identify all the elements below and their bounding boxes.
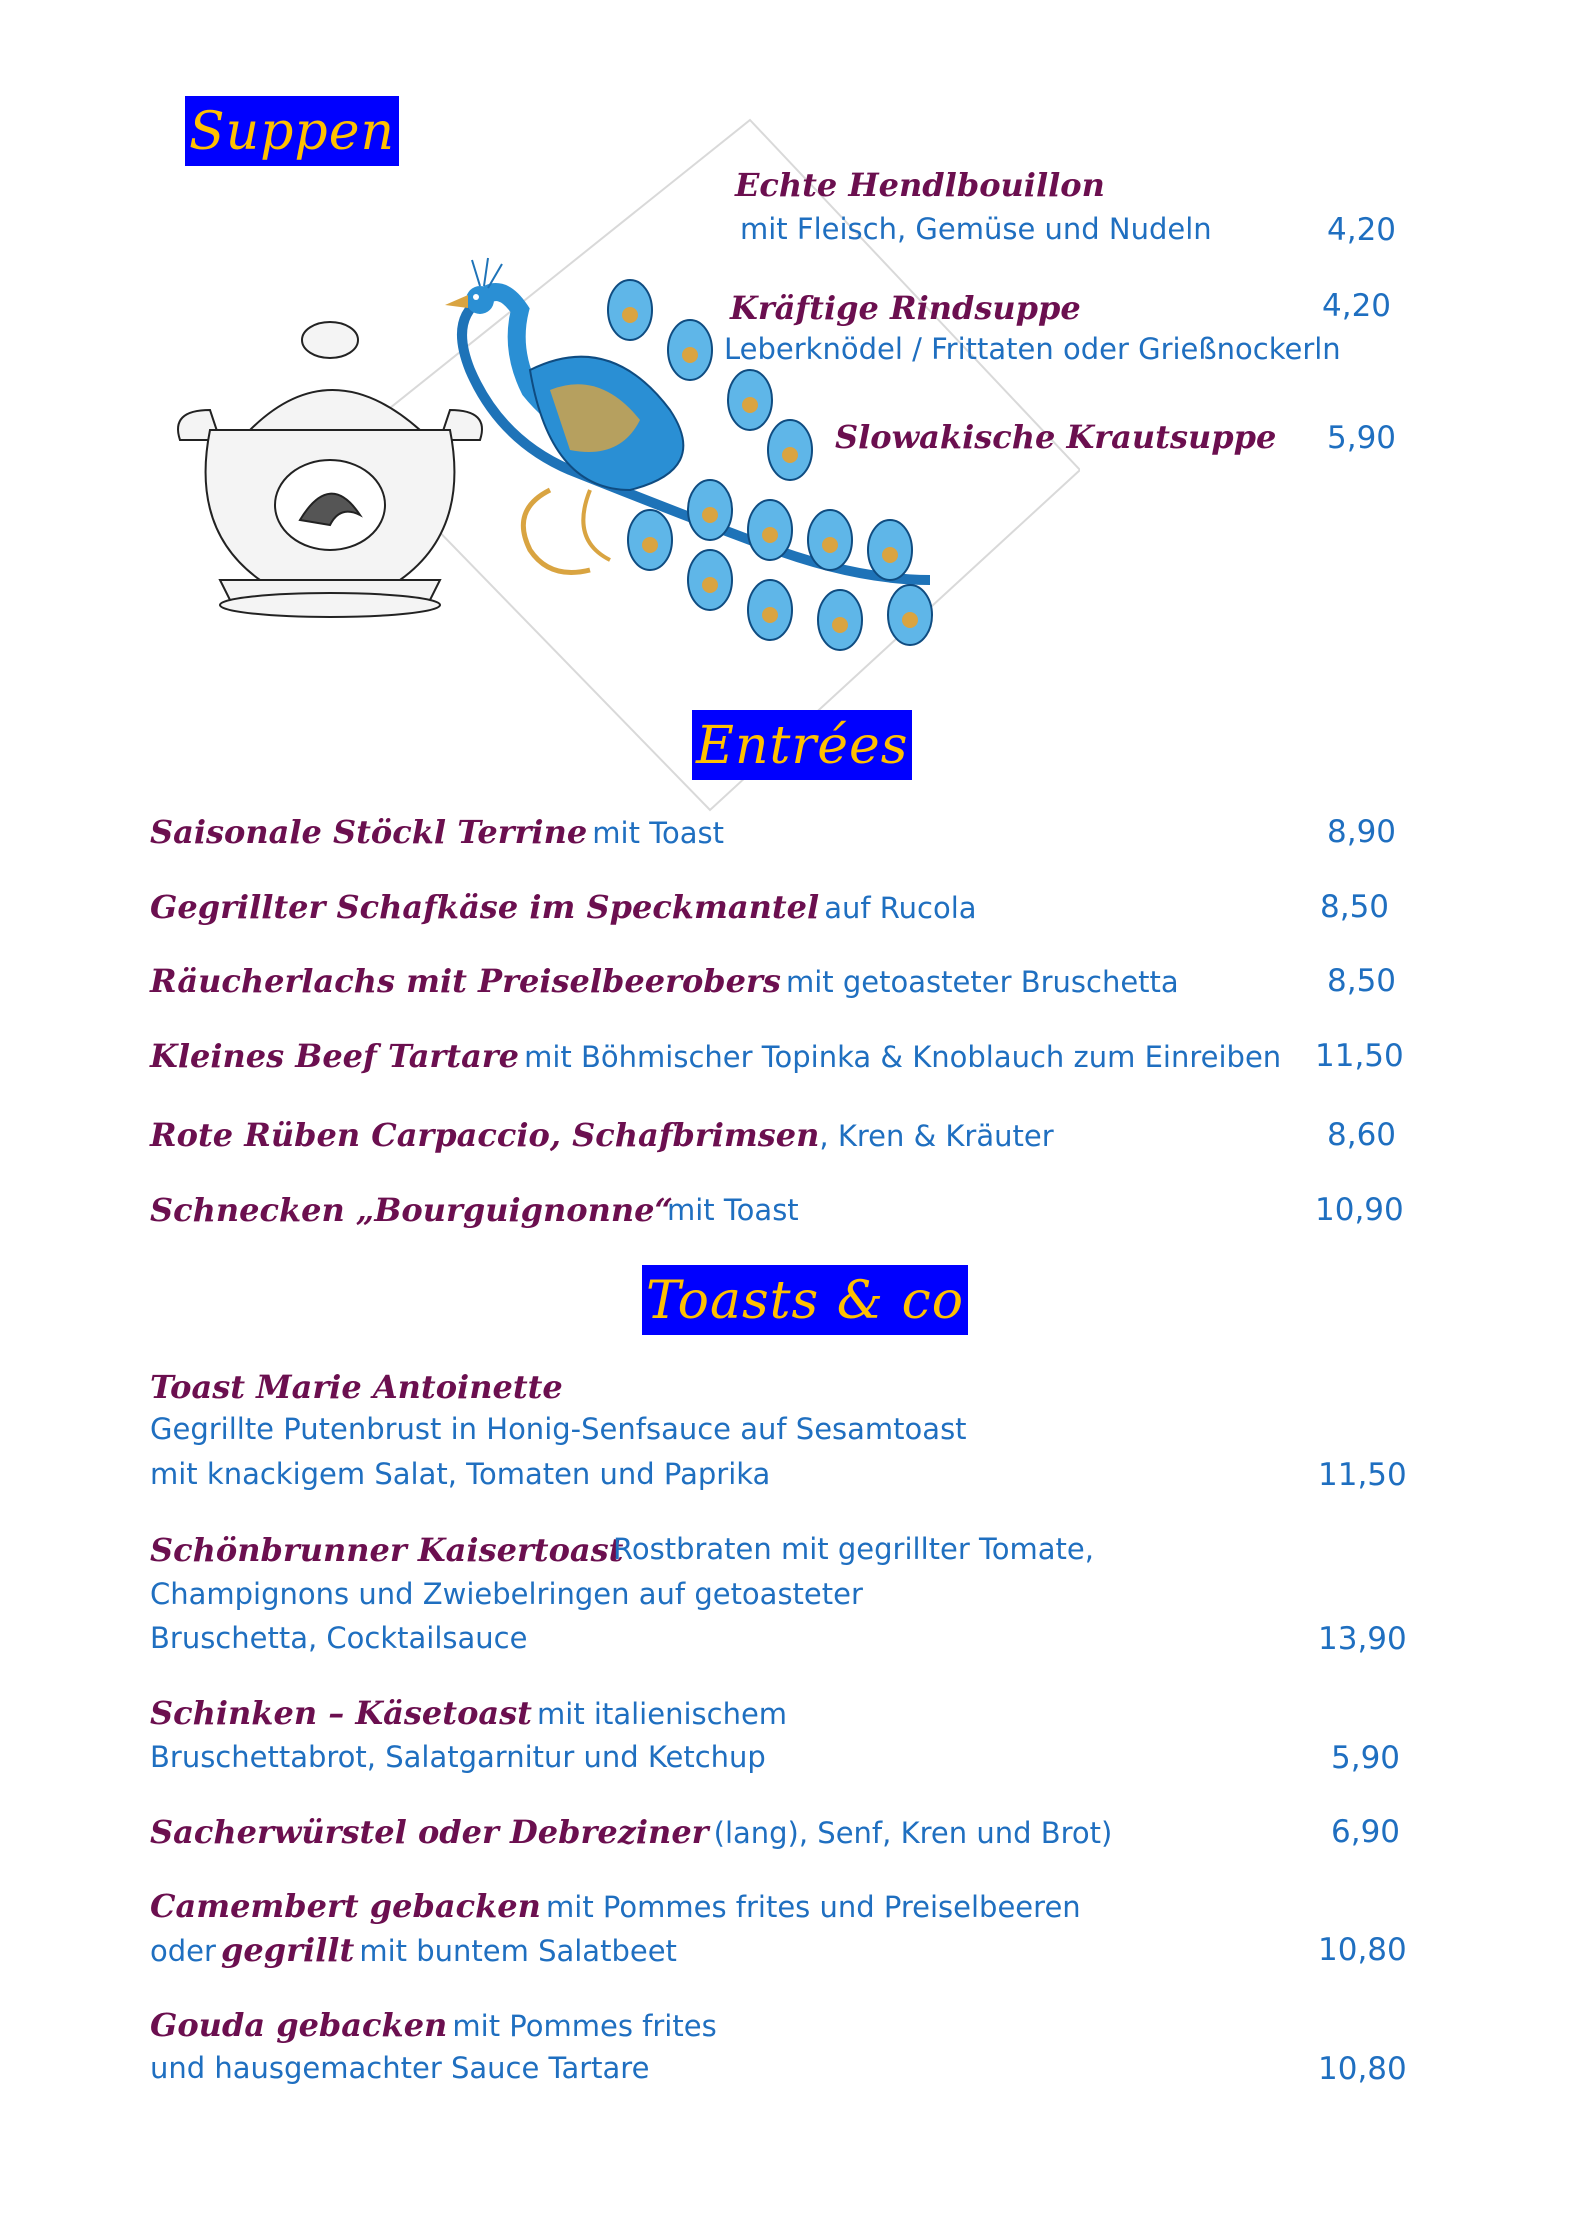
menu-item-name: gegrillt bbox=[221, 1931, 355, 1969]
menu-item-price: 11,50 bbox=[1318, 1457, 1407, 1493]
menu-item bbox=[150, 1116, 1054, 1154]
menu-item-price: 6,90 bbox=[1331, 1814, 1401, 1850]
menu-item-name: Kräftige Rindsuppe bbox=[730, 289, 1081, 327]
menu-item-name: Gouda gebacken bbox=[150, 2006, 448, 2044]
menu-item-desc: Rostbraten mit gegrillter Tomate, bbox=[613, 1532, 1094, 1566]
menu-item-desc: (lang), Senf, Kren und Brot) bbox=[713, 1816, 1113, 1850]
menu-item bbox=[150, 1931, 677, 1969]
menu-item-name: Gegrillter Schafkäse im Speckmantel bbox=[150, 888, 820, 926]
menu-item-price: 8,90 bbox=[1327, 814, 1397, 850]
menu-item-price: 8,50 bbox=[1320, 889, 1390, 925]
menu-item-price: 8,60 bbox=[1327, 1117, 1397, 1153]
menu-item-desc: mit Böhmischer Topinka & Knoblauch zum Einreiben bbox=[524, 1040, 1282, 1074]
menu-item-price: 10,90 bbox=[1315, 1192, 1404, 1228]
menu-item-desc: mit Pommes frites bbox=[452, 2009, 717, 2043]
menu-item-price: 13,90 bbox=[1318, 1621, 1407, 1657]
menu-item-price: 5,90 bbox=[1331, 1740, 1401, 1776]
menu-item bbox=[150, 962, 1179, 1000]
menu-item bbox=[150, 1813, 1112, 1851]
menu-item-desc: , Kren & Kräuter bbox=[819, 1119, 1054, 1153]
menu-item bbox=[150, 1887, 1081, 1925]
menu-item bbox=[150, 1037, 1281, 1075]
menu-item bbox=[150, 1531, 623, 1569]
menu-item-desc: Gegrillte Putenbrust in Honig-Senfsauce auf Sesamtoast bbox=[150, 1412, 967, 1446]
menu-item-desc: mit buntem Salatbeet bbox=[359, 1934, 677, 1968]
menu-item-price: 11,50 bbox=[1315, 1038, 1404, 1074]
menu-item-name: Saisonale Stöckl Terrine bbox=[150, 813, 588, 851]
menu-item-desc: mit getoasteter Bruschetta bbox=[786, 965, 1179, 999]
menu-item-name: Echte Hendlbouillon bbox=[735, 166, 1105, 204]
menu-item-price: 8,50 bbox=[1327, 963, 1397, 999]
menu-item bbox=[150, 888, 977, 926]
menu-item-desc: mit Fleisch, Gemüse und Nudeln bbox=[740, 212, 1212, 246]
menu-item-name: Schnecken „Bourguignonne“ bbox=[150, 1191, 673, 1229]
section-heading-entrees: Entrées bbox=[692, 710, 912, 780]
menu-item-price: 10,80 bbox=[1318, 2051, 1407, 2087]
section-heading-suppen: Suppen bbox=[185, 96, 399, 166]
menu-item-name: Kleines Beef Tartare bbox=[150, 1037, 520, 1075]
menu-item-desc: mit Toast bbox=[592, 816, 724, 850]
section-heading-toasts: Toasts & co bbox=[642, 1265, 968, 1335]
menu-item-name: Rote Rüben Carpaccio, Schafbrimsen bbox=[150, 1116, 820, 1154]
menu-item-desc: mit italienischem bbox=[537, 1697, 788, 1731]
soup-tureen-illustration bbox=[178, 322, 482, 617]
menu-item-desc: oder bbox=[150, 1934, 216, 1968]
menu-item bbox=[150, 1694, 787, 1732]
menu-item-name: Schönbrunner Kaisertoast bbox=[150, 1531, 624, 1569]
menu-item-desc: und hausgemachter Sauce Tartare bbox=[150, 2051, 650, 2085]
menu-item-price: 4,20 bbox=[1327, 212, 1397, 248]
menu-item-desc: mit Pommes frites und Preiselbeeren bbox=[546, 1890, 1081, 1924]
menu-item-price: 4,20 bbox=[1322, 288, 1392, 324]
menu-item-desc: Bruschetta, Cocktailsauce bbox=[150, 1621, 528, 1655]
menu-item-desc: Leberknödel / Frittaten oder Grießnockerln bbox=[724, 332, 1341, 366]
menu-item-desc: Bruschettabrot, Salatgarnitur und Ketchup bbox=[150, 1740, 766, 1774]
menu-item-name: Slowakische Krautsuppe bbox=[835, 418, 1277, 456]
menu-item bbox=[150, 813, 724, 851]
menu-item-desc: Champignons und Zwiebelringen auf getoasteter bbox=[150, 1577, 863, 1611]
menu-item bbox=[150, 2006, 717, 2044]
menu-item-name: Räucherlachs mit Preiselbeerobers bbox=[150, 962, 781, 1000]
menu-item-price: 5,90 bbox=[1327, 420, 1397, 456]
menu-item-name: Sacherwürstel oder Debreziner bbox=[150, 1813, 709, 1851]
menu-item-desc: mit Toast bbox=[667, 1193, 799, 1227]
menu-item-desc: auf Rucola bbox=[824, 891, 977, 925]
menu-item-price: 10,80 bbox=[1318, 1932, 1407, 1968]
menu-item-name: Toast Marie Antoinette bbox=[150, 1368, 563, 1406]
menu-item-name: Camembert gebacken bbox=[150, 1887, 541, 1925]
menu-item-desc: mit knackigem Salat, Tomaten und Paprika bbox=[150, 1457, 771, 1491]
menu-item-name: Schinken – Käsetoast bbox=[150, 1694, 532, 1732]
